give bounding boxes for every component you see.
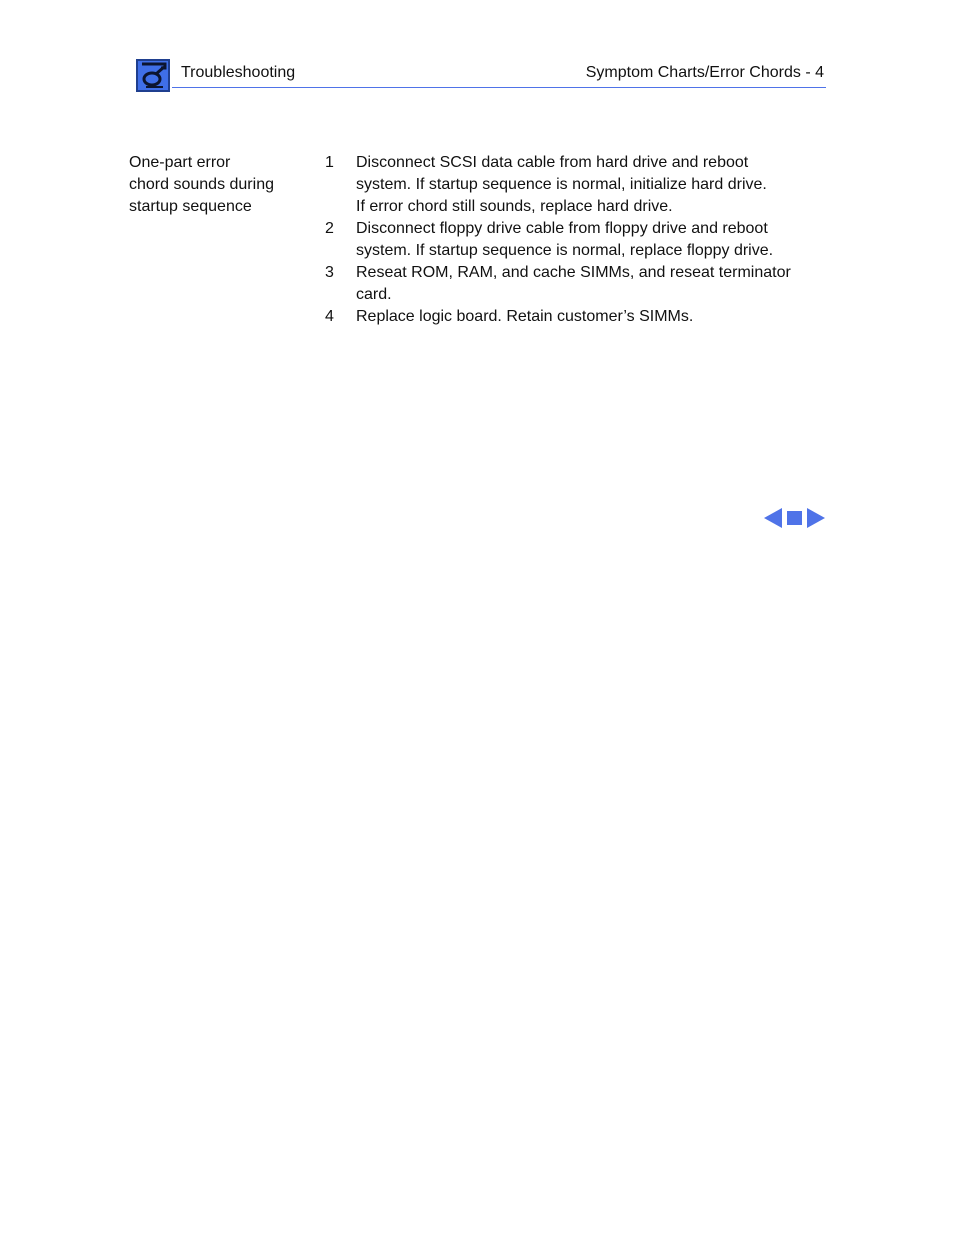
step-text [356,152,825,218]
step-line: system. If startup sequence is normal, initialize hard drive. [356,176,767,193]
solution-step [325,262,825,306]
step-line: system. If startup sequence is normal, replace floppy drive. [356,242,774,259]
step-line: card. [356,286,392,303]
solution-step [325,218,825,262]
step-line: Disconnect SCSI data cable from hard drive and reboot [356,154,749,171]
symptom-description [129,152,309,218]
step-text [356,306,825,328]
step-number: 2 [325,220,334,237]
page-header [134,56,826,90]
symptom-line: One-part error [129,154,231,171]
left-triangle-icon[interactable] [764,508,782,528]
step-line: Replace logic board. Retain customer’s SIMMs. [356,308,694,325]
step-text [356,262,825,306]
step-number: 1 [325,154,334,171]
step-number: 3 [325,264,334,281]
page-label: Symptom Charts/Error Chords - 4 [585,64,824,81]
symptom-line: chord sounds during [129,176,274,193]
step-line: Disconnect floppy drive cable from floppy drive and reboot [356,220,768,237]
square-stop-icon[interactable] [787,511,802,525]
step-number: 4 [325,308,334,325]
step-line: Reseat ROM, RAM, and cache SIMMs, and reseat terminator [356,264,791,281]
symptom-line: startup sequence [129,198,252,215]
solution-step [325,306,825,328]
step-text [356,218,825,262]
solution-steps [325,152,825,328]
page-navigation [764,507,826,529]
solution-step [325,152,825,218]
service-wrench-icon [134,56,172,94]
header-divider [172,87,826,88]
right-triangle-icon[interactable] [807,508,825,528]
section-title: Troubleshooting [181,64,296,81]
step-line: If error chord still sounds, replace hard drive. [356,198,673,215]
